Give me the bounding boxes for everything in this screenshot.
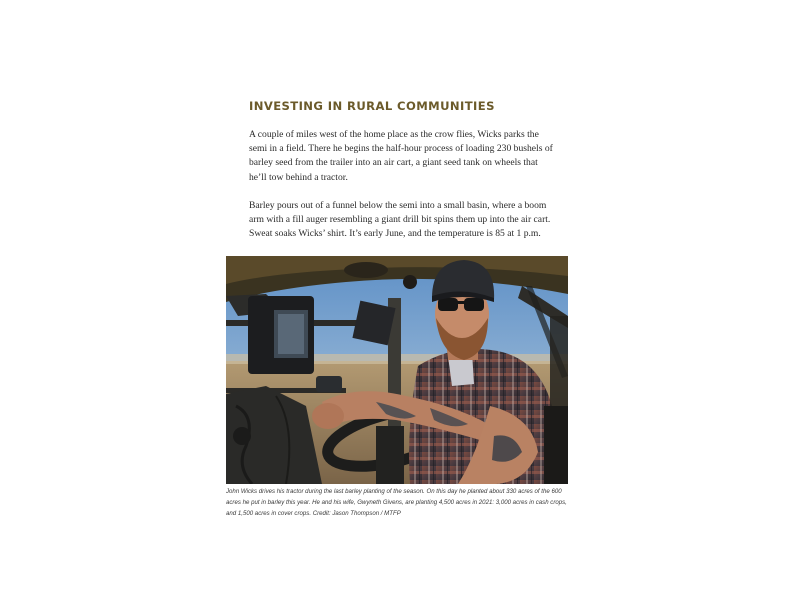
article-photo <box>226 256 568 484</box>
photo-caption: John Wicks drives his tractor during the last barley planting of the season. On this day he planted about 330 acres of the 600 acres he put in barley this year. He and his wife, Gwyneth Givens, are planting 4,500 acres in 2021: 3,000 acres in cash crops, and 1,500 acres in cover crops. Credit: Jason Thompson / MTFP <box>226 488 567 517</box>
section-heading: INVESTING IN RURAL COMMUNITIES <box>249 99 495 113</box>
body-paragraph: A couple of miles west of the home place as the crow flies, Wicks parks the semi in a field. There he begins the half-hour process of loading 230 bushels of barley seed from the trailer into an air cart, a giant seed tank on wheels that he’ll tow behind a tractor. <box>249 129 553 183</box>
body-paragraph: Barley pours out of a funnel below the semi into a small basin, where a boom arm with a fill auger resembling a giant drill bit spins them up into the air cart. Sweat soaks Wicks’ shirt. It’s early June, and the temperature is 85 at 1 p.m. <box>249 200 551 240</box>
